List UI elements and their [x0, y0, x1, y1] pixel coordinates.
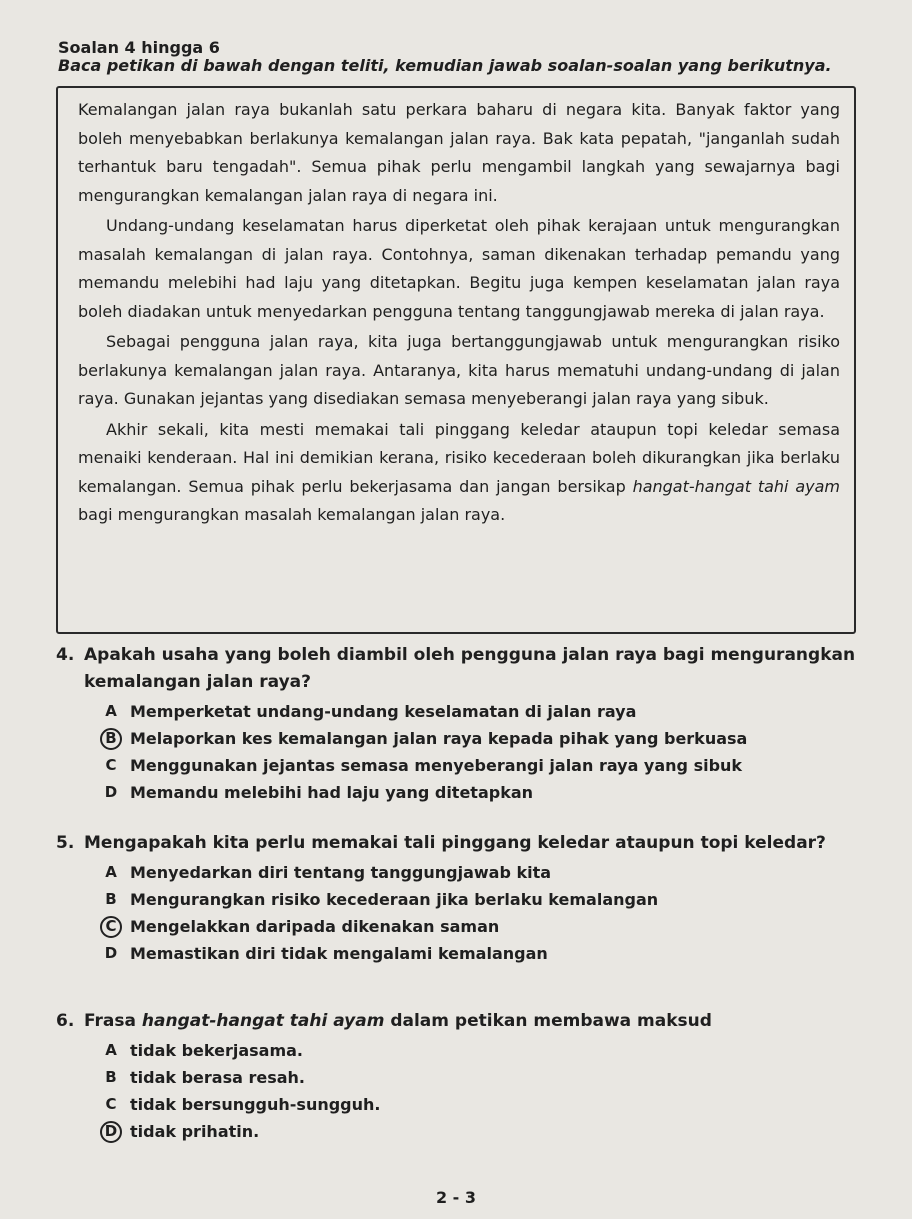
- option-d[interactable]: [100, 1118, 856, 1145]
- passage-paragraph-4-start: Akhir sekali, kita mesti memakai tali pinggang keledar ataupun topi keledar semasa menaiki kenderaan. Hal ini demikian kerana, risiko kecederaan boleh dikurangkan jika berlaku kemalangan. Semua pihak perlu bekerjasama dan jangan bersikap: [78, 419, 840, 496]
- page-number: 2 - 3: [435, 1188, 477, 1207]
- option-letter-circled: D: [100, 1121, 122, 1143]
- passage-paragraph-1: Kemalangan jalan raya bukanlah satu perkara baharu di negara kita. Banyak faktor yang boleh menyebabkan berlakunya kemalangan jalan raya. Bak kata pepatah, "janganlah sudah terhantuk baru tengadah". Semua pihak perlu mengambil langkah yang sewajarnya bagi mengurangkan kemalangan jalan raya di negara ini.: [78, 100, 840, 205]
- option-c[interactable]: [100, 1091, 856, 1118]
- question-number: 5.: [56, 833, 75, 853]
- option-a[interactable]: [100, 1037, 856, 1064]
- option-text: tidak bersungguh-sungguh.: [130, 1095, 381, 1114]
- passage-idiom: hangat-hangat tahi ayam: [632, 476, 840, 496]
- question-6: [56, 1008, 856, 1145]
- question-idiom: hangat-hangat tahi ayam: [141, 1011, 385, 1031]
- option-text: Memastikan diri tidak mengalami kemalangan: [130, 944, 548, 963]
- passage-paragraph-4-end: bagi mengurangkan masalah kemalangan jalan raya.: [78, 505, 506, 524]
- option-text: tidak berasa resah.: [130, 1068, 306, 1087]
- option-letter-circled: B: [100, 728, 122, 750]
- option-c[interactable]: [100, 752, 856, 779]
- option-letter: B: [105, 890, 117, 908]
- option-b[interactable]: [100, 1064, 856, 1091]
- option-text: Memandu melebihi had laju yang ditetapkan: [130, 783, 534, 802]
- option-letter: A: [105, 1041, 117, 1059]
- options-list: [100, 859, 856, 967]
- option-d[interactable]: [100, 940, 856, 967]
- option-b[interactable]: [100, 886, 856, 913]
- passage-paragraph-4: [78, 416, 840, 530]
- section-title: Soalan 4 hingga 6: [58, 38, 220, 57]
- option-letter: B: [105, 1068, 117, 1086]
- options-list: [100, 698, 856, 806]
- option-letter: A: [105, 863, 117, 881]
- option-a[interactable]: [100, 859, 856, 886]
- option-d[interactable]: [100, 779, 856, 806]
- question-text-start: Frasa: [84, 1011, 142, 1031]
- option-text: tidak bekerjasama.: [130, 1041, 303, 1060]
- instruction-text: Baca petikan di bawah dengan teliti, kemudian jawab soalan-soalan yang berikutnya.: [58, 56, 832, 75]
- option-text: tidak prihatin.: [130, 1122, 260, 1141]
- option-c[interactable]: [100, 913, 856, 940]
- passage-paragraph-2: Undang-undang keselamatan harus diperketat oleh pihak kerajaan untuk mengurangkan masalah kemalangan di jalan raya. Contohnya, saman dikenakan terhadap pemandu yang memandu melebihi had laju yang ditetapkan. Begitu juga kempen keselamatan jalan raya boleh diadakan untuk menyedarkan pengguna tentang tanggungjawab mereka di jalan raya.: [78, 216, 840, 321]
- question-5: [56, 830, 856, 967]
- question-4: [56, 642, 856, 806]
- option-text: Menggunakan jejantas semasa menyeberangi jalan raya yang sibuk: [130, 756, 743, 775]
- option-letter: D: [104, 944, 118, 962]
- options-list: [100, 1037, 856, 1145]
- option-text: Menyedarkan diri tentang tanggungjawab kita: [130, 863, 552, 882]
- option-a[interactable]: [100, 698, 856, 725]
- question-text: Mengapakah kita perlu memakai tali pinggang keledar ataupun topi keledar?: [84, 833, 826, 853]
- option-letter: C: [105, 756, 117, 774]
- option-text: Melaporkan kes kemalangan jalan raya kepada pihak yang berkuasa: [130, 729, 748, 748]
- option-letter-circled: C: [100, 916, 122, 938]
- option-text: Mengelakkan daripada dikenakan saman: [130, 917, 500, 936]
- question-text-end: dalam petikan membawa maksud: [384, 1011, 712, 1031]
- question-number: 4.: [56, 645, 75, 665]
- passage-box: [56, 86, 856, 634]
- option-text: Memperketat undang-undang keselamatan di jalan raya: [130, 702, 637, 721]
- question-text: [84, 1008, 856, 1035]
- question-number: 6.: [56, 1011, 75, 1031]
- option-b[interactable]: [100, 725, 856, 752]
- question-text: Apakah usaha yang boleh diambil oleh pengguna jalan raya bagi mengurangkan kemalangan jalan raya?: [84, 645, 856, 692]
- option-letter: C: [105, 1095, 117, 1113]
- option-text: Mengurangkan risiko kecederaan jika berlaku kemalangan: [130, 890, 659, 909]
- option-letter: A: [105, 702, 117, 720]
- passage-paragraph-3: Sebagai pengguna jalan raya, kita juga bertanggungjawab untuk mengurangkan risiko berlakunya kemalangan jalan raya. Antaranya, kita harus mematuhi undang-undang di jalan raya. Gunakan jejantas yang disediakan semasa menyeberangi jalan raya yang sibuk.: [78, 332, 840, 408]
- option-letter: D: [104, 783, 118, 801]
